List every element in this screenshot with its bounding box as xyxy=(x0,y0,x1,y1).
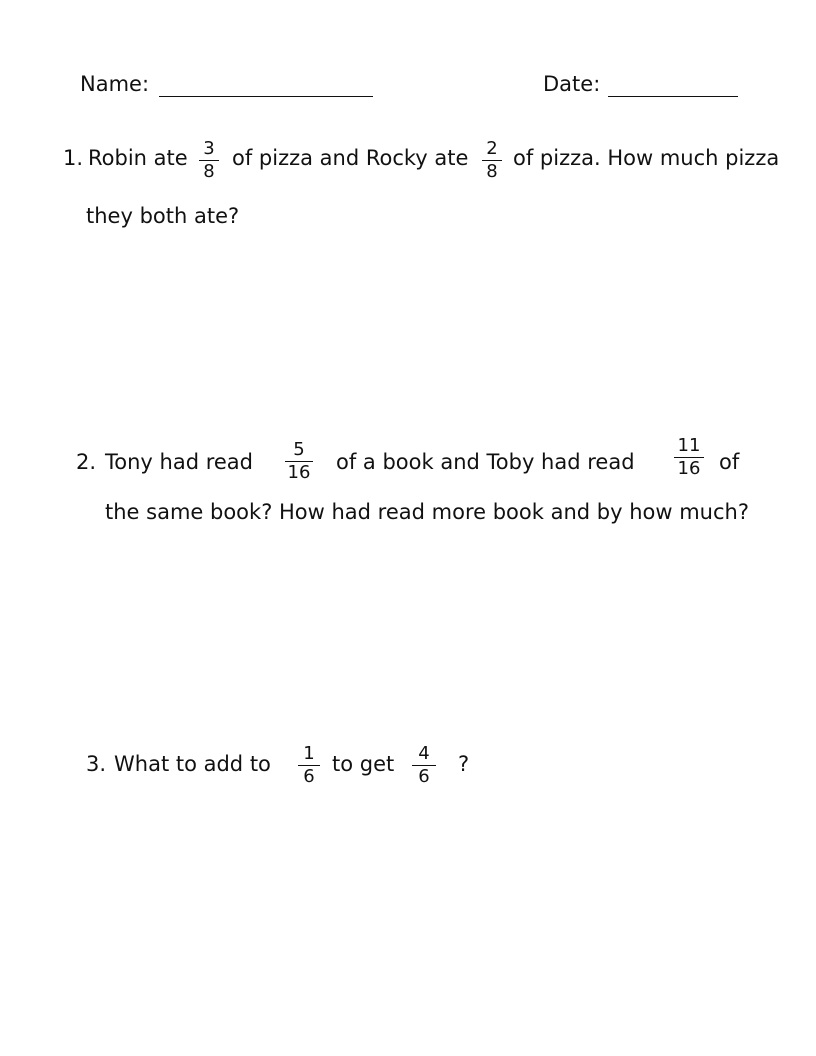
question-text: What to add to xyxy=(114,752,271,776)
question-text: to get xyxy=(332,752,395,776)
fraction xyxy=(674,436,704,479)
numerator: 4 xyxy=(418,743,430,764)
numerator: 2 xyxy=(486,138,498,159)
question-text: of xyxy=(719,450,740,474)
numerator: 11 xyxy=(677,435,701,456)
denominator: 8 xyxy=(486,161,498,182)
fraction xyxy=(482,139,502,182)
question-text: ? xyxy=(458,752,470,776)
date-field[interactable] xyxy=(608,96,738,97)
question-text: they both ate? xyxy=(86,204,240,228)
name-field[interactable] xyxy=(159,96,373,97)
question-number: 2. xyxy=(76,450,97,474)
fraction xyxy=(298,744,320,787)
question-text: Robin ate xyxy=(88,146,188,170)
question-text: of pizza and Rocky ate xyxy=(232,146,469,170)
question-text: the same book? How had read more book and by how much? xyxy=(105,500,749,524)
fraction xyxy=(285,440,313,483)
denominator: 8 xyxy=(203,161,215,182)
fraction xyxy=(412,744,436,787)
numerator: 3 xyxy=(203,138,215,159)
date-label: Date: xyxy=(543,72,601,96)
numerator: 1 xyxy=(303,743,315,764)
numerator: 5 xyxy=(293,439,305,460)
question-text: Tony had read xyxy=(105,450,253,474)
denominator: 16 xyxy=(677,458,701,479)
fraction xyxy=(199,139,219,182)
question-text: of a book and Toby had read xyxy=(336,450,635,474)
question-text: of pizza. How much pizza xyxy=(513,146,780,170)
denominator: 6 xyxy=(303,766,315,787)
denominator: 6 xyxy=(418,766,430,787)
denominator: 16 xyxy=(287,462,311,483)
name-label: Name: xyxy=(80,72,150,96)
question-number: 1. xyxy=(63,146,84,170)
question-number: 3. xyxy=(86,752,107,776)
